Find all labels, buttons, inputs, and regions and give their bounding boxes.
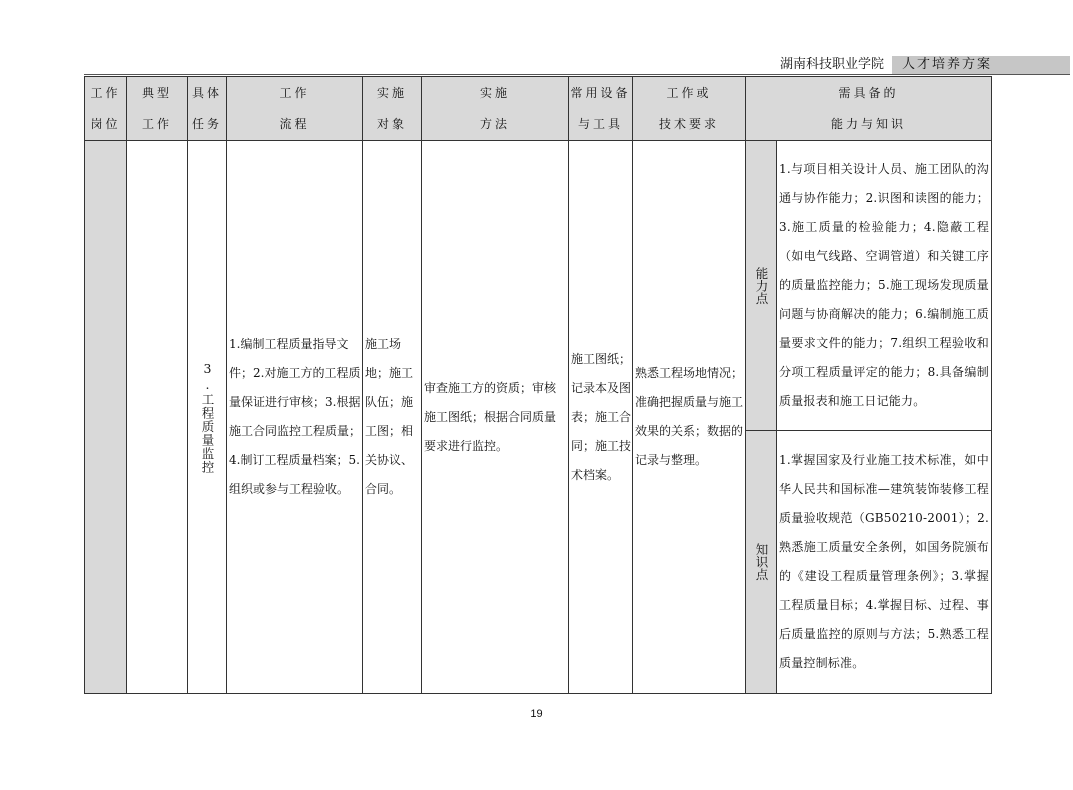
- task-text: 3.工程质量监控: [200, 360, 215, 474]
- requirement-text: 熟悉工程场地情况；准确把握质量与施工效果的关系；数据的记录与整理。: [635, 366, 744, 467]
- knowledge-label: 知识点: [754, 543, 769, 581]
- ability-text: 1.与项目相关设计人员、施工团队的沟通与协作能力；2.识图和读图的能力；3.施工质量的检验能力；4.隐蔽工程（如电气线路、空调管道）和关键工序的质量监控能力；5.施工现场发现质量问题与协商解决的能力；6.编制施工质量要求文件的能力；7.组织工程验收和分项工程质量评定的能力；8.具备编制质量报表和施工日记能力。: [779, 162, 990, 408]
- method-text: 审查施工方的资质；审核施工图纸；根据合同质量要求进行监控。: [424, 380, 557, 453]
- ability-label: 能力点: [754, 266, 769, 305]
- position-cell: [85, 141, 127, 694]
- header-cell-tools: 常用设备 与工具: [569, 77, 633, 141]
- header-cell-flow: 工作 流程: [227, 77, 363, 141]
- tools-text: 施工图纸；记录本及图表；施工合同；施工技术档案。: [571, 351, 632, 482]
- header-cell-ability-knowledge: 需具备的 能力与知识: [746, 77, 992, 141]
- table-row: [85, 141, 992, 431]
- object-cell: [363, 141, 422, 694]
- knowledge-text: 1.掌握国家及行业施工技术标准，如中华人民共和国标准—建筑装饰装修工程质量验收规范（GB50210-2001）；2.熟悉施工质量安全条例，如国务院颁布的《建设工程质量管理条例》；3.掌握工程质量目标；4.掌握目标、过程、事后质量监控的原则与方法；5.熟悉工程质量控制标准。: [779, 453, 990, 670]
- ability-cell: [777, 141, 992, 431]
- typical-work-cell: [127, 141, 188, 694]
- requirement-cell: [633, 141, 746, 694]
- knowledge-label-cell: [746, 431, 777, 694]
- knowledge-cell: [777, 431, 992, 694]
- header-cell-typical-work: 典型 工作: [127, 77, 188, 141]
- header-cell-position: 工作 岗位: [85, 77, 127, 141]
- task-cell: [188, 141, 227, 694]
- method-cell: [422, 141, 569, 694]
- school-name: 湖南科技职业学院: [780, 57, 885, 72]
- header-rule: [84, 74, 1070, 75]
- table-header-row: [85, 77, 992, 141]
- tools-cell: [569, 141, 633, 694]
- object-text: 施工场地；施工队伍；施工图；相关协议、合同。: [365, 337, 414, 496]
- flow-cell: [227, 141, 363, 694]
- ability-label-cell: [746, 141, 777, 431]
- header-cell-object: 实施 对象: [363, 77, 422, 141]
- page-number: 19: [530, 708, 543, 720]
- header-cell-method: 实施 方法: [422, 77, 569, 141]
- flow-text: 1.编制工程质量指导文件；2.对施工方的工程质量保证进行审核；3.根据施工合同监控工程质量；4.制订工程质量档案；5.组织或参与工程验收。: [229, 337, 362, 496]
- curriculum-table: [84, 76, 992, 694]
- header-cell-task: 具体 任务: [188, 77, 227, 141]
- document-title: 人才培养方案: [892, 56, 1070, 74]
- header-cell-requirement: 工作或 技术要求: [633, 77, 746, 141]
